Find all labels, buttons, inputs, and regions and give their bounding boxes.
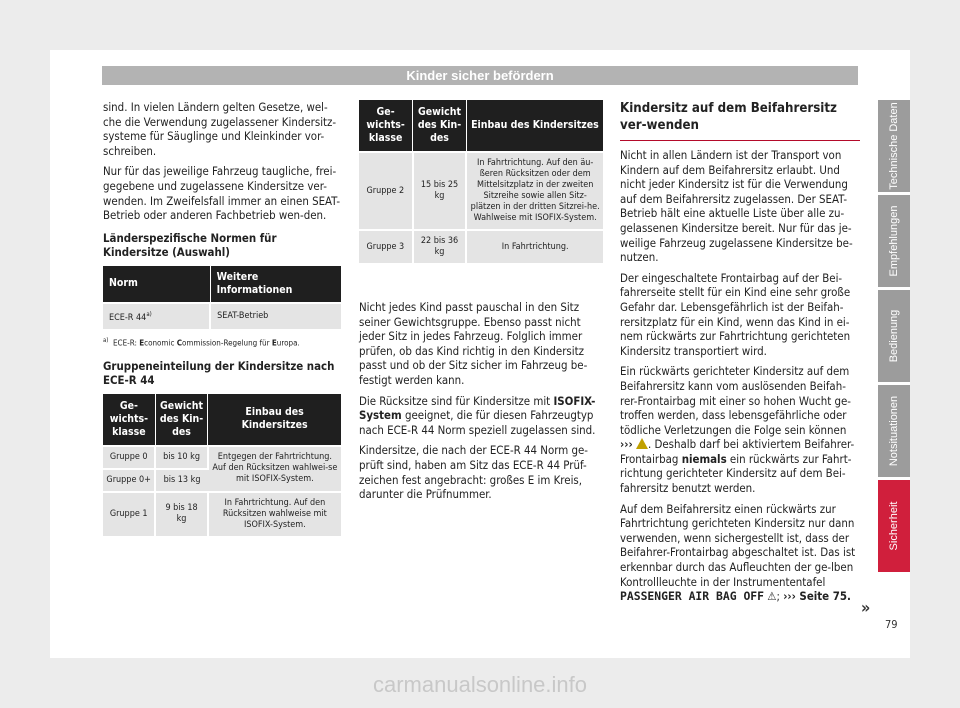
link-arrows[interactable]: ››› bbox=[620, 437, 633, 452]
paragraph: sind. In vielen Ländern gelten Gesetze, wel-che die Verwendung zugelassener Kindersitz-systeme für Säuglinge und Kleinkinder vor-schreiben. bbox=[103, 100, 337, 158]
paragraph: Die Rücksitze sind für Kindersitze mit ISOFIX-System geeignet, die für diesen Fahrzeugtyp nach ECE-R 44 Norm speziell zugelassen sind. bbox=[359, 393, 596, 437]
table-row: Gruppe 2 15 bis 25 kg In Fahrtrichtung. Auf den äu-ßeren Rücksitzen oder dem Mittelsitzplatz in der zweiten Sitzreihe sowie allen Sitz-plätzen in der dritten Sitzrei-he. Wahlweise mit ISOFIX-System. bbox=[359, 152, 603, 230]
warning-icon bbox=[636, 438, 648, 449]
paragraph: Nur für das jeweilige Fahrzeug taugliche, frei-gegebene und zugelassene Kindersitze ver-wenden. Im Zweifelsfall immer an einen SEAT-Betrieb oder anderen Fachbetrieb wen-den. bbox=[103, 164, 341, 223]
table-header: Ge-wichts-klasse bbox=[103, 394, 155, 446]
table-row: Gruppe 3 22 bis 36 kg In Fahrtrichtung. bbox=[359, 230, 603, 263]
table-header: Gewicht des Kin-des bbox=[155, 394, 207, 446]
next-page-arrow[interactable]: » bbox=[861, 598, 871, 617]
tab-bedienung[interactable]: Bedienung bbox=[878, 290, 910, 382]
paragraph: Nicht in allen Ländern ist der Transport von Kindern auf dem Beifahrersitz erlaubt. Und nicht jeder Kindersitz ist für die Verwendung auf dem Beifahrersitz zugelassen. Der SEAT-Betrieb hält eine aktuelle Liste über alle zu-gelassenen Kindersitze bereit. Nur für das je-weilige Fahrzeug zugelassene Kindersitze be-nutzen. bbox=[620, 148, 853, 265]
tab-notsituationen[interactable]: Notsituationen bbox=[878, 385, 910, 477]
paragraph: Nicht jedes Kind passt pauschal in den Sitz seiner Gewichtsgruppe. Ebenso passt nicht jeder Sitz in jedes Fahrzeug. Folglich immer prüfen, ob das Kind richtig in den Kindersitz passt und ob der Sitz sicher im Fahrzeug be-festigt werden kann. bbox=[359, 300, 588, 387]
column-right bbox=[620, 148, 860, 610]
table-row: Gruppe 0+ bis 13 kg bbox=[103, 469, 341, 492]
table-header: Gewicht des Kin-des bbox=[413, 100, 467, 152]
norm-cell: ECE-R 44$^{a)}$ bbox=[103, 303, 210, 329]
paragraph: Kindersitze, die nach der ECE-R 44 Norm ge-prüft sind, haben am Sitz das ECE-R 44 Prüf-zeichen fest angebracht: großes E im Kreis, darunter die Prüfnummer. bbox=[359, 443, 588, 502]
paragraph: Auf dem Beifahrersitz einen rückwärts zur Fahrtrichtung gerichteten Kindersitz nur dann verwenden, wenn sichergestellt ist, dass der Beifahrer-Frontairbag abgeschaltet ist. Das ist erkennbar durch das Aufleuchten der ge-lben Kontrollleuchte in der Instrumententafel PASSENGER AIR BAG OFF ⚠; ››› Seite 75. bbox=[620, 501, 856, 604]
group-table-continued bbox=[359, 100, 603, 263]
paragraph: Der eingeschaltete Frontairbag auf der Bei-fahrerseite stellt für ein Kind eine sehr große Gefahr dar. Lebensgefährlich ist der Beifah-rersitzplatz für ein Kind, wenn das Kind in ei-nem rückwärts zur Fahrtrichtung gerichteten Kindersitz transportiert wird. bbox=[620, 270, 851, 358]
page-link[interactable]: ››› Seite 75. bbox=[783, 589, 851, 604]
table-header: Einbau des Kindersitzes bbox=[208, 394, 341, 446]
norm-table bbox=[103, 266, 341, 329]
side-tabs bbox=[878, 100, 910, 575]
column-middle bbox=[359, 300, 603, 508]
table-row: Gruppe 0 bis 10 kg Entgegen der Fahrtrichtung. Auf den Rücksitzen wahlwei-se mit ISOFIX-System. bbox=[103, 446, 341, 469]
tab-empfehlungen[interactable]: Empfehlungen bbox=[878, 195, 910, 287]
table-row: Gruppe 1 9 bis 18 kg In Fahrtrichtung. Auf den Rücksitzen wahlweise mit ISOFIX-System. bbox=[103, 492, 341, 536]
footnote: $^{a)}$ ECE-R: Economic Commission-Regelung für Europa. bbox=[103, 336, 300, 348]
column-left bbox=[103, 100, 341, 536]
group-table bbox=[103, 394, 341, 536]
watermark: carmanualsonline.info bbox=[372, 672, 588, 697]
tab-technische-daten[interactable]: Technische Daten bbox=[878, 100, 910, 192]
table-header: Einbau des Kindersitzes bbox=[466, 100, 603, 152]
page-header: Kinder sicher befördern bbox=[102, 66, 858, 85]
paragraph: Ein rückwärts gerichteter Kindersitz auf dem Beifahrersitz kann vom auslösenden Beifah-rer-Frontairbag mit einer so hohen Wucht ge-troffen werden, dass lebensgefährliche oder tödliche Verletzungen die Folge sein können ››› . Deshalb darf bei aktiviertem Beifahrer-Frontairbag niemals ein rückwärts zur Fahrt-richtung gerichteter Kindersitz auf dem Bei-fahrersitz benutzt werden. bbox=[620, 364, 855, 496]
tab-sicherheit[interactable]: Sicherheit bbox=[878, 480, 910, 572]
table-header: Ge-wichts-klasse bbox=[359, 100, 413, 152]
group-heading: Gruppeneinteilung der Kindersitze nach ECE-R 44 bbox=[103, 358, 335, 388]
airbag-off-icon: ⚠ bbox=[767, 589, 777, 604]
section-title: Kindersitz auf dem Beifahrersitz ver-wenden bbox=[620, 100, 860, 141]
page-number: 79 bbox=[885, 618, 898, 631]
info-cell: SEAT-Betrieb bbox=[210, 303, 341, 329]
norm-heading: Länderspezifische Normen für Kindersitze (Auswahl) bbox=[103, 230, 277, 260]
info-header: Weitere Informationen bbox=[210, 266, 341, 303]
norm-header: Norm bbox=[103, 266, 210, 303]
airbag-off-lamp-label: PASSENGER AIR BAG OFF bbox=[620, 589, 765, 604]
